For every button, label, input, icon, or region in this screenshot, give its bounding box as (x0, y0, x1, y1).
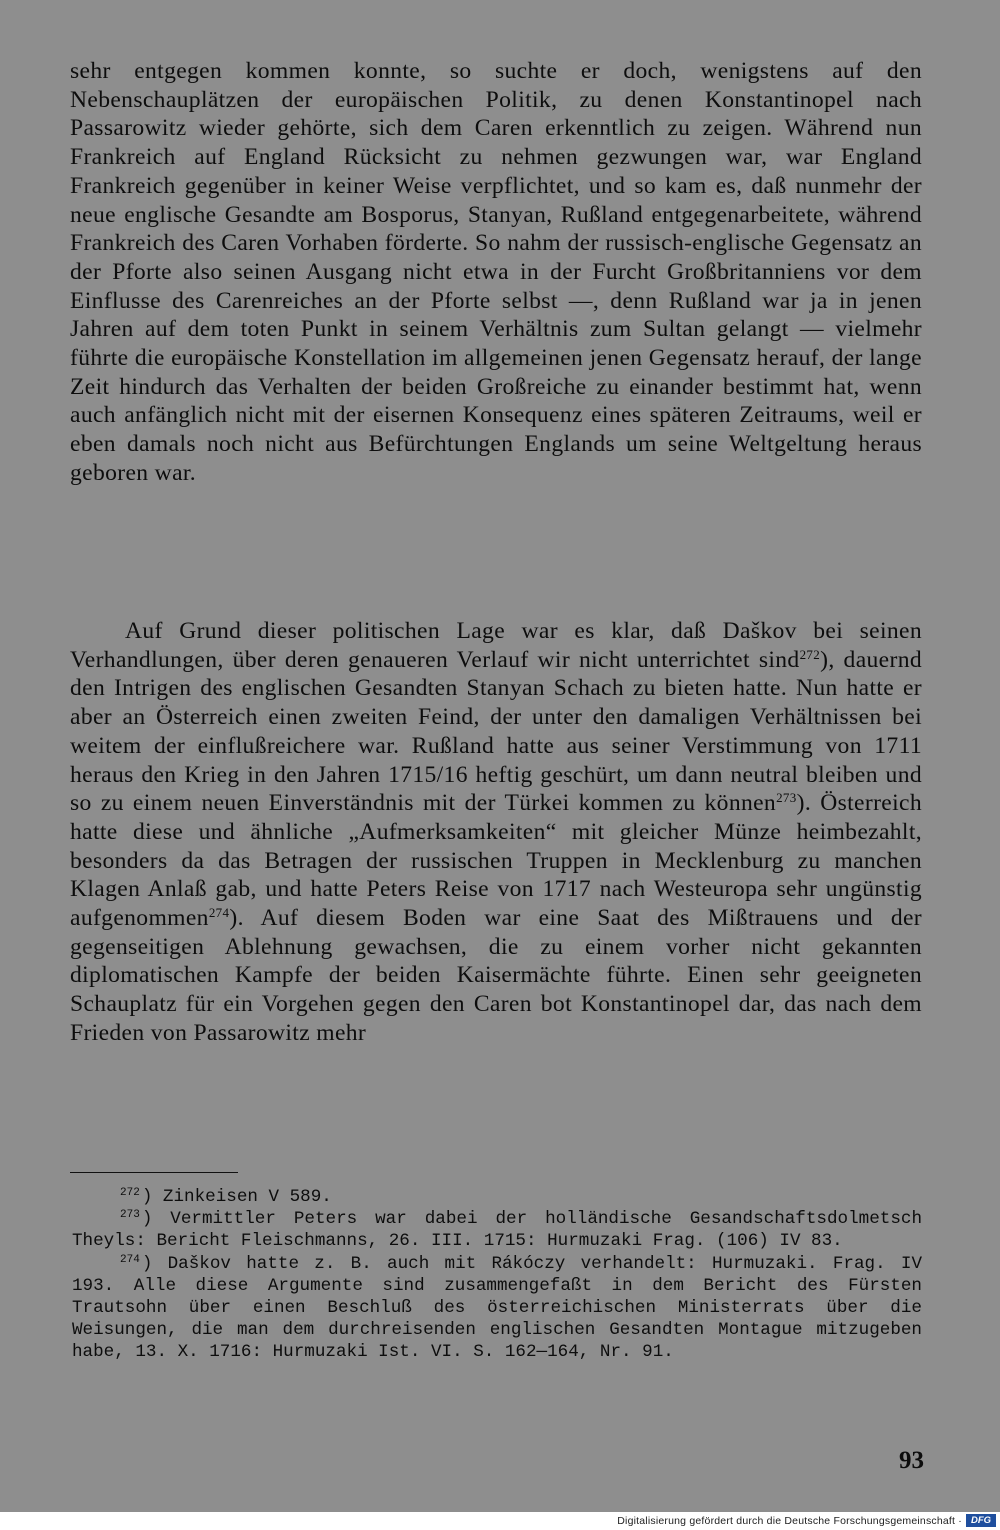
text-segment: ). Auf diesem Boden war eine Saat des Mißtrauens und der gegenseitigen Ablehnung gewachsen, die zu einem vorher nicht gekannten diplomatischen Kampfe der beiden Kaisermächte führte. Einen sehr geeigneten Schauplatz für ein Vorgehen gegen den Caren bot Konstantinopel dar, das nach dem Frieden von Passarowitz mehr (70, 905, 922, 1046)
footnote-number: 274 (120, 1253, 140, 1266)
footnote-273 (72, 1208, 922, 1252)
footnote-number: 273 (120, 1209, 140, 1222)
footnote-text: ) Daškov hatte z. B. auch mit Rákóczy verhandelt: Hurmuzaki. Frag. IV 193. Alle diese Argumente sind zusammengefaßt in dem Bericht des Fürsten Trautsohn über einen Beschluß des österreichischen Ministerrats über die Weisungen, die man dem durchreisenden englischen Gesandten Montague mitzugeben habe, 13. X. 1716: Hurmuzaki Ist. VI. S. 162—164, Nr. 91. (72, 1253, 922, 1363)
page-number: 93 (899, 1447, 924, 1474)
body-paragraph-1 (70, 57, 922, 488)
paragraph-text (70, 617, 922, 1048)
footnote-274 (72, 1253, 922, 1364)
footnote-separator-rule (70, 1172, 238, 1173)
funding-notice: Digitalisierung gefördert durch die Deutsche Forschungsgemeinschaft · (617, 1515, 962, 1527)
paragraph-text: sehr entgegen kommen konnte, so suchte er doch, wenigstens auf den Nebenschauplätzen der europäischen Politik, zu denen Konstantinopel nach Passarowitz wieder gehörte, sich dem Caren erkenntlich zu zeigen. Während nun Frankreich auf England Rücksicht zu nehmen gezwungen war, war England Frankreich gegenüber in keiner Weise verpflichtet, und so kam es, daß nunmehr der neue englische Gesandte am Bosporus, Stanyan, Rußland entgegenarbeitete, während Frankreich des Caren Vorhaben förderte. So nahm der russisch-englische Gegensatz an der Pforte also seinen Ausgang nicht etwa in der Furcht Großbritanniens vor dem Einflusse des Carenreiches an der Pforte selbst —, denn Rußland war ja in jenen Jahren auf dem toten Punkt in seinem Verhältnis zum Sultan gelangt — vielmehr führte die europäische Konstellation im allgemeinen jenen Gegensatz herauf, der lange Zeit hindurch das Verhalten der beiden Großreiche zu einander bestimmt hat, wenn auch anfänglich nicht mit der eisernen Konsequenz eines späteren Zeitraums, weil er eben damals noch nicht aus Befürchtungen Englands um seine Weltgeltung heraus geboren war. (70, 58, 922, 486)
footnote-text: ) Zinkeisen V 589. (141, 1187, 332, 1207)
dfg-logo-icon: DFG (966, 1514, 996, 1527)
footnote-reference-272: 272 (799, 646, 821, 662)
text-segment: ). Österreich hatte diese und ähnliche „Aufmerksamkeiten“ mit gleicher Münze heimbezahlt, besonders da das Betragen der russischen Truppen in Mecklenburg zu manchen Klagen Anlaß gab, und hatte Peters Reise von 1717 nach Westeuropa sehr ungünstig aufgenommen (70, 790, 922, 932)
funding-banner (0, 1512, 1000, 1530)
footnote-reference-273: 273 (776, 790, 797, 806)
footnote-reference-274: 274 (208, 905, 230, 921)
text-segment: ), dauernd den Intrigen des englischen Gesandten Stanyan Schach zu bieten hatte. Nun hatte er aber an Österreich einen zweiten Feind, der unter den damaligen Verhältnissen bei weitem der einflußreichere war. Rußland hatte aus seiner Verstimmung von 1711 heraus den Krieg in den Jahren 1715/16 heftig geschürt, um dann neutral bleiben und so zu einem neuen Einverständnis mit der Türkei kommen zu können (70, 646, 922, 817)
footnote-number: 272 (120, 1187, 140, 1199)
footnote-272 (72, 1186, 922, 1208)
body-paragraph-2 (70, 617, 922, 1048)
footnote-text: ) Vermittler Peters war dabei der holländische Gesandschaftsdolmetsch Theyls: Bericht Fleischmanns, 26. III. 1715: Hurmuzaki Frag. (106) IV 83. (72, 1209, 922, 1252)
text-segment: Auf Grund dieser politischen Lage war es klar, daß Daškov bei seinen Verhandlungen, über deren genaueren Verlauf wir nicht unterrichtet sind (70, 618, 922, 673)
footnotes (72, 1186, 922, 1364)
